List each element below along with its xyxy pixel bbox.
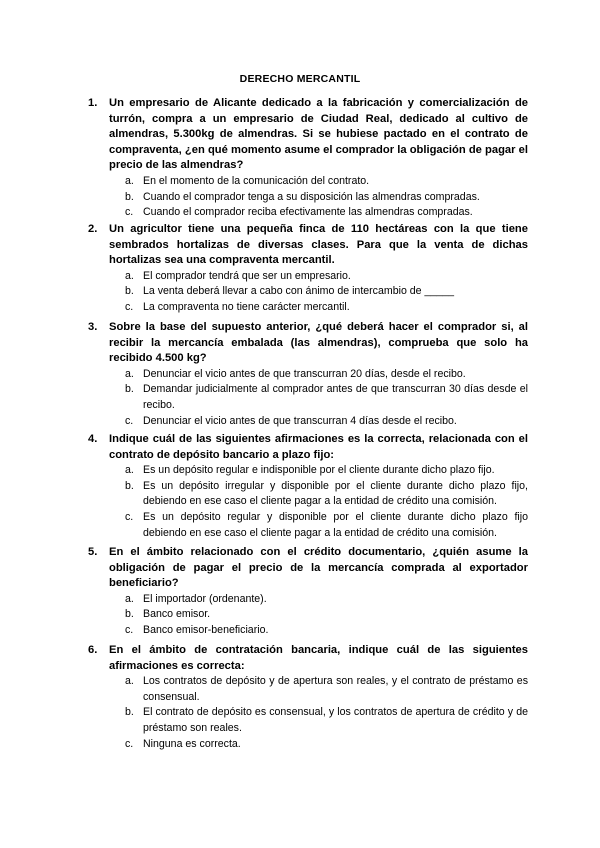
answer-option-c [88,300,528,316]
question-text: En el ámbito relacionado con el crédito documentario, ¿quién asume la obligación de pagar el precio de la mercancía comprada al exportador beneficiario? [109,546,528,590]
option-text: Demandar judicialmente al comprador antes de que transcurran 30 días desde el recibo. [143,383,528,411]
option-text: Denunciar el vicio antes de que transcurran 4 días desde el recibo. [143,414,457,427]
option-letter: b. [125,608,134,621]
answer-option-c [88,623,528,639]
option-letter: a. [125,174,134,187]
answer-option-b [88,190,528,206]
option-letter: b. [125,706,134,719]
question-1 [88,96,528,221]
answer-options [88,269,528,316]
option-text: Ninguna es correcta. [143,737,241,750]
question-3 [88,320,528,429]
option-text: El contrato de depósito es consensual, y los contratos de apertura de crédito y de préstamo son reales. [143,706,528,734]
question-number: 6. [88,644,98,656]
option-letter: c. [125,414,134,427]
answer-options [88,463,528,541]
answer-options [88,592,528,639]
option-letter: b. [125,479,134,492]
question-number: 2. [88,223,98,235]
option-letter: b. [125,285,134,298]
answer-option-a [88,269,528,285]
option-text: El comprador tendrá que ser un empresario. [143,269,351,282]
question-number: 4. [88,433,98,445]
question-text: Un agricultor tiene una pequeña finca de 110 hectáreas con la que tiene sembrados hortalizas de diversas clases. Para que la venta de dichas hortalizas sea una compraventa mercantil. [109,223,528,267]
question-text: Sobre la base del supuesto anterior, ¿qué deberá hacer el comprador si, al recibir la mercancía embalada (las almendras), comprueba que solo ha recibido 4.500 kg? [109,321,528,365]
answer-option-c [88,205,528,221]
option-letter: a. [125,592,134,605]
answer-option-a [88,174,528,190]
option-letter: c. [125,206,134,219]
option-letter: c. [125,300,134,313]
option-text: Cuando el comprador reciba efectivamente las almendras compradas. [143,206,473,219]
answer-option-b [88,607,528,623]
option-letter: c. [125,510,134,523]
answer-option-c [88,510,528,541]
question-2 [88,222,528,316]
answer-option-a [88,592,528,608]
option-letter: a. [125,675,134,688]
option-letter: a. [125,269,134,282]
option-text: Banco emisor. [143,608,211,621]
question-text: Un empresario de Alicante dedicado a la fabricación y comercialización de turrón, compra a un empresario de Ciudad Real, dedicado al cultivo de almendras, 5.300kg de almendras. Si se hubiese pactado en el contrato de compraventa, ¿en qué momento asume el comprador la obligación de pagar el precio de las almendras? [109,97,528,172]
answer-option-c [88,414,528,430]
answer-option-b [88,479,528,510]
question-5 [88,545,528,639]
answer-options [88,367,528,429]
option-text: Es un depósito regular y disponible por el cliente durante dicho plazo fijo debiendo en ese caso el cliente pagar a la entidad de crédito una comisión. [143,510,528,539]
option-text: Es un depósito irregular y disponible por el cliente durante dicho plazo fijo, debiendo en ese caso el cliente pagar a la entidad de crédito una comisión. [143,479,528,508]
question-number: 5. [88,546,98,558]
question-6 [88,643,528,752]
option-letter: b. [125,190,134,203]
answer-option-b [88,382,528,413]
answer-option-a [88,463,528,479]
option-text: Cuando el comprador tenga a su disposición las almendras compradas. [143,190,480,203]
question-text: Indique cuál de las siguientes afirmaciones es la correcta, relacionada con el contrato de depósito bancario a plazo fijo: [109,433,528,461]
option-text: Banco emisor-beneficiario. [143,623,269,636]
answer-option-a [88,674,528,705]
option-letter: c. [125,623,134,636]
answer-option-a [88,367,528,383]
document-title: DERECHO MERCANTIL [239,73,361,85]
question-number: 3. [88,321,98,333]
answer-option-b [88,284,528,300]
answer-options [88,174,528,221]
option-text: Es un depósito regular e indisponible por el cliente durante dicho plazo fijo. [143,464,495,477]
option-text: La compraventa no tiene carácter mercantil. [143,300,350,313]
option-text: Denunciar el vicio antes de que transcurran 20 días, desde el recibo. [143,367,466,380]
option-letter: a. [125,367,134,380]
option-letter: a. [125,464,134,477]
question-text: En el ámbito de contratación bancaria, indique cuál de las siguientes afirmaciones es correcta: [109,644,528,672]
question-4 [88,432,528,541]
option-text: El importador (ordenante). [143,592,267,605]
question-number: 1. [88,97,98,109]
option-letter: c. [125,737,134,750]
option-text: La venta deberá llevar a cabo con ánimo de intercambio de _____ [143,285,454,298]
option-text: Los contratos de depósito y de apertura son reales, y el contrato de préstamo es consensual. [143,675,528,703]
answer-option-b [88,705,528,736]
option-text: En el momento de la comunicación del contrato. [143,174,370,187]
answer-option-c [88,737,528,753]
option-letter: b. [125,383,134,396]
answer-options [88,674,528,752]
